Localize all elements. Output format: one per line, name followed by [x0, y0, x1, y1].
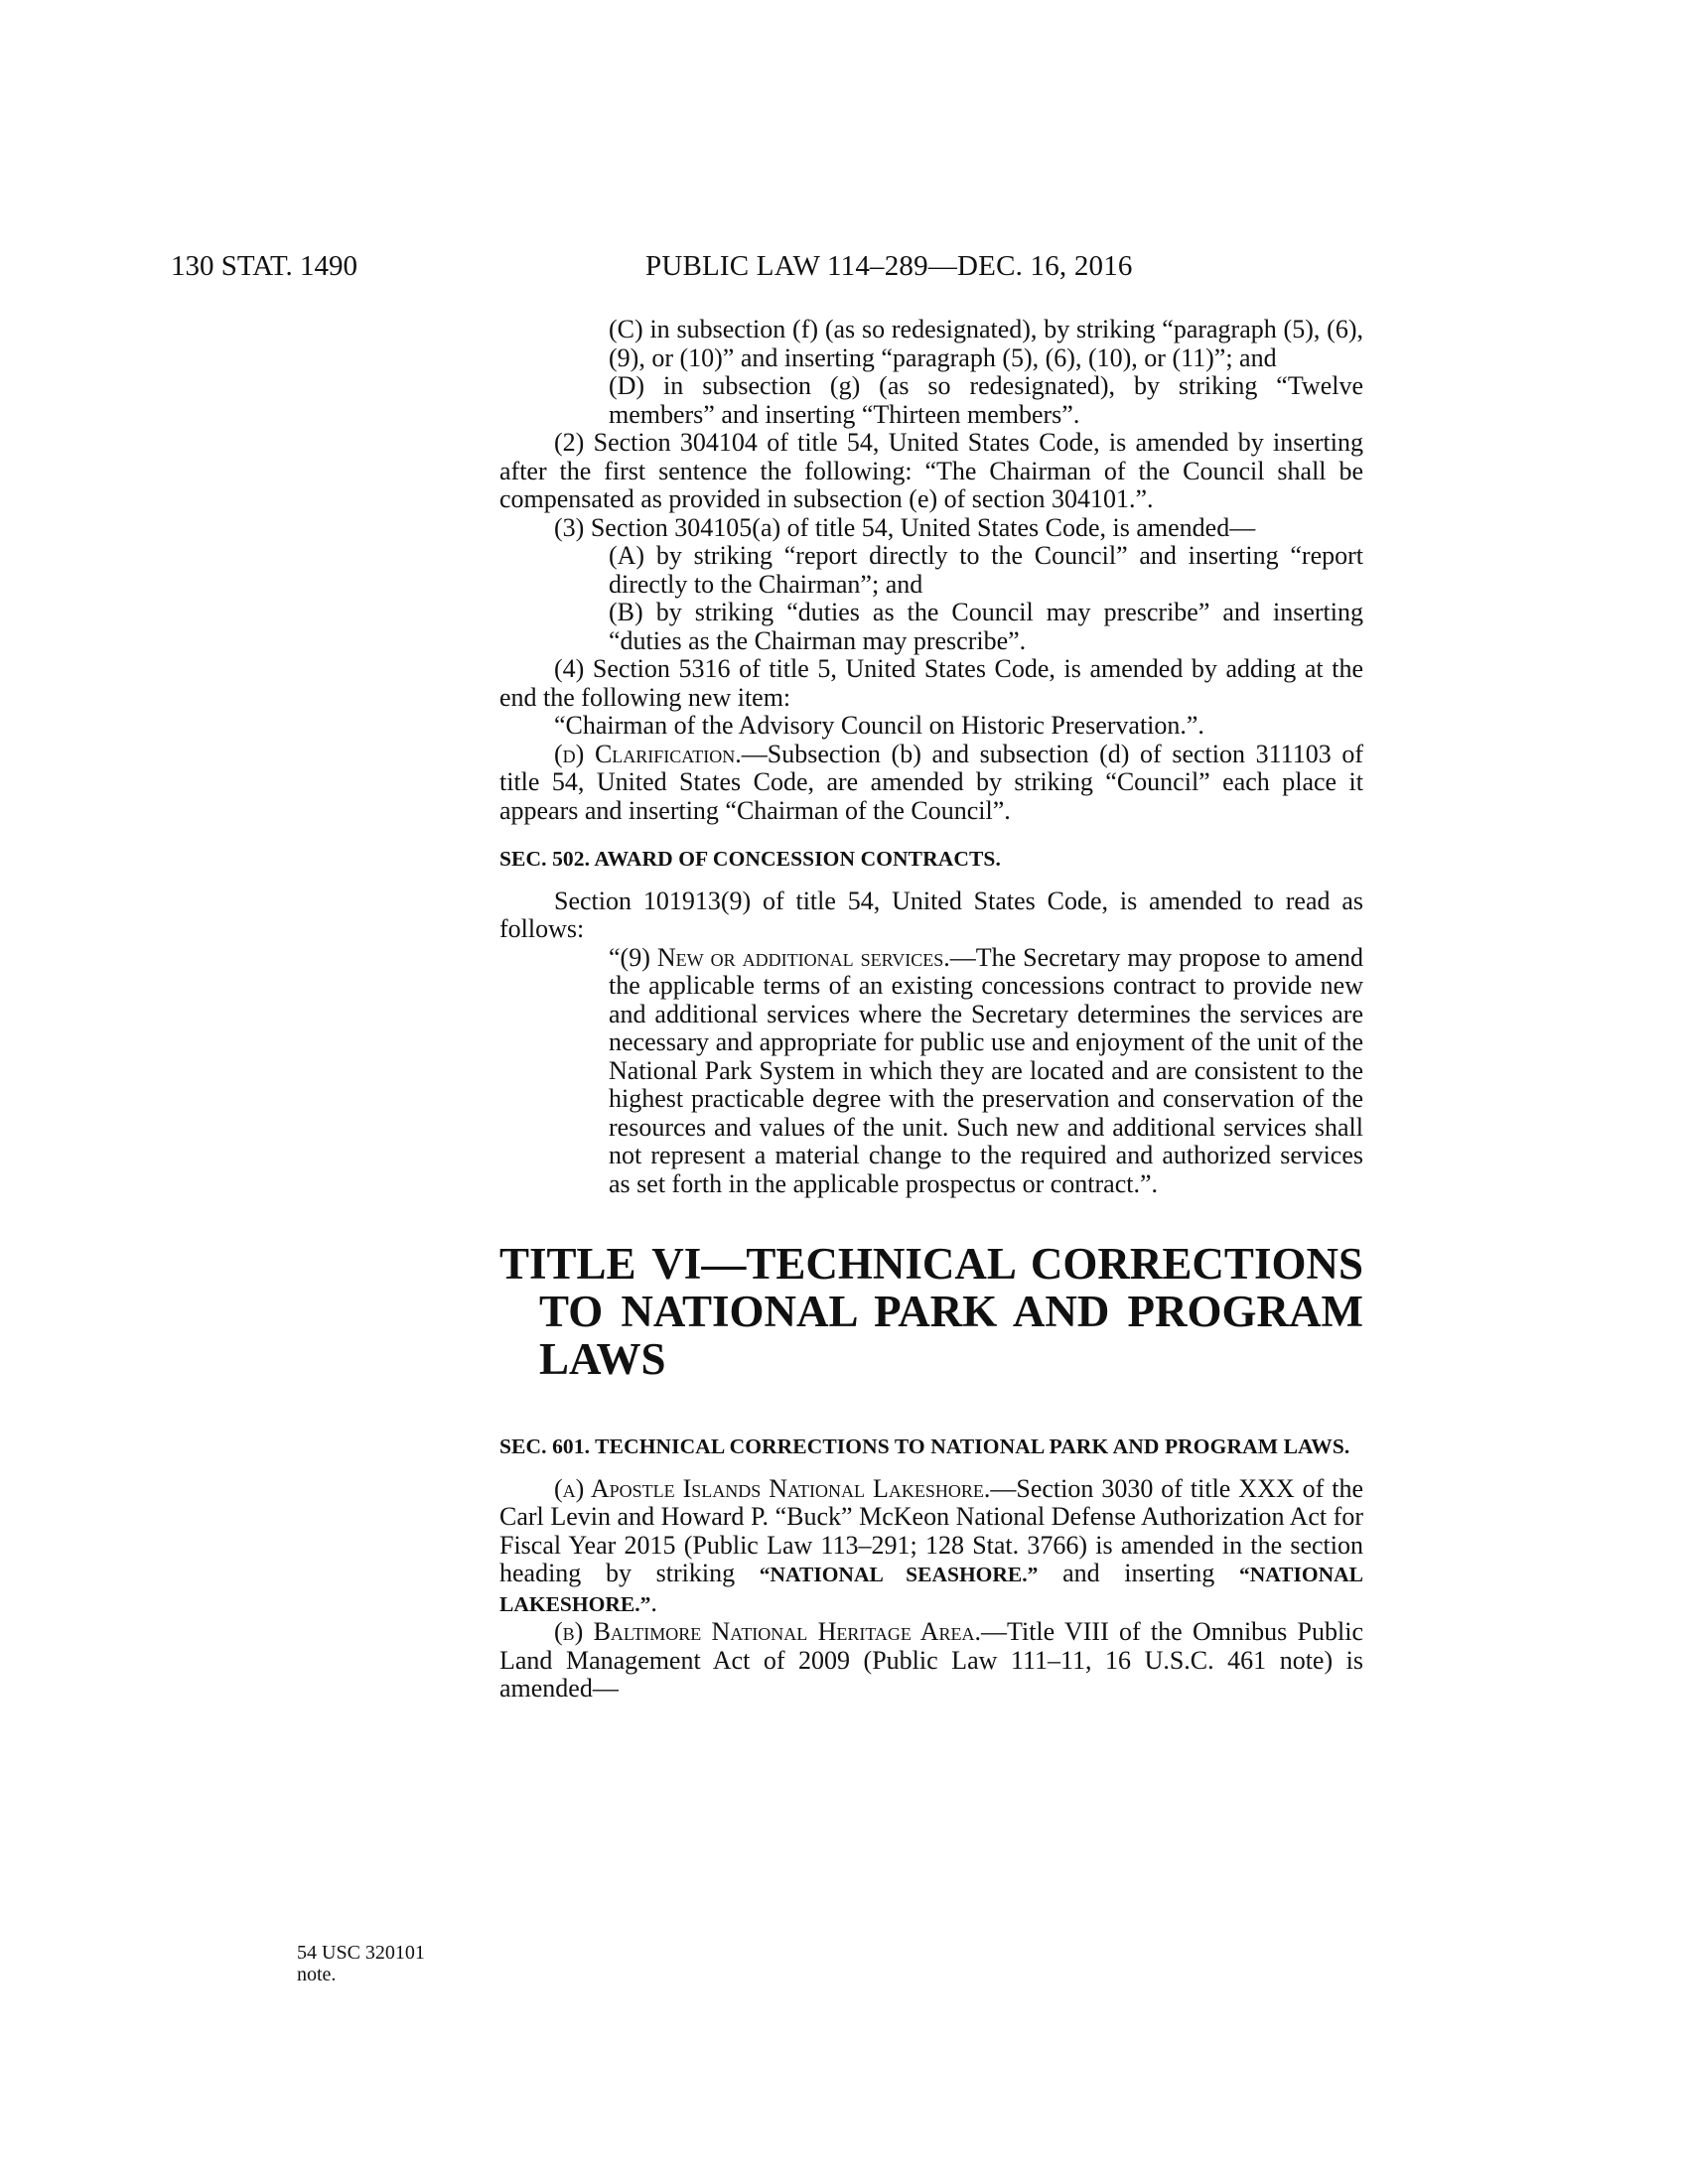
sec-502-quote-label: “(9) New or additional services.: [609, 942, 950, 972]
sec-601-a-insert: “NATIONAL LAKESHORE.”: [499, 1563, 1363, 1616]
margin-note-line2: note.: [297, 1964, 337, 1985]
running-header: PUBLIC LAW 114–289—DEC. 16, 2016: [645, 250, 1133, 282]
sec-502-quote: [499, 944, 1363, 1199]
sec-502-quote-text: —The Secretary may propose to amend the applicable terms of an existing concessions contract to provide new and additional services where the Secretary determines the services are necessary and appropriate for public use and enjoyment of the unit of the National Park System in which they are located and are consistent to the highest practicable degree with the preservation and conservation of the resources and values of the unit. Such new and additional services shall not represent a material change to the required and authorized services as set forth in the applicable prospectus or contract.”.: [609, 942, 1363, 1198]
body-text: [499, 316, 1363, 1704]
sec-601-a-text: —Section 3030 of title XXX of the Carl Levin and Howard P. “Buck” McKeon National Defense Authorization Act for Fiscal Year 2015 (Public Law 113–291; 128 Stat. 3766) is amended in the section heading by striking: [499, 1473, 1363, 1587]
sec-601-a-and: and inserting: [1038, 1559, 1239, 1587]
paragraph-3b: (B) by striking “duties as the Council may prescribe” and inserting “duties as the Chairman may prescribe”.: [609, 598, 1363, 655]
sec-502-intro: Section 101913(9) of title 54, United States Code, is amended to read as follows:: [499, 886, 1363, 943]
paragraph-clarification: [499, 741, 1363, 826]
title-vi-heading: TITLE VI—TECHNICAL CORRECTIONS TO NATIONAL PARK AND PROGRAM LAWS: [499, 1239, 1363, 1384]
sec-601-a: [499, 1475, 1363, 1619]
sec-601-b-label: (b) Baltimore National Heritage Area.: [554, 1617, 981, 1646]
margin-note-line1: 54 USC 320101: [297, 1942, 425, 1964]
sec-601-b-text: —Title VIII of the Omnibus Public Land Management Act of 2009 (Public Law 111–11, 16 U.S.C. 461 note) is amended—: [499, 1617, 1364, 1703]
sec-601-a-strike: “NATIONAL SEASHORE.”: [759, 1563, 1039, 1586]
paragraph-4: (4) Section 5316 of title 5, United States Code, is amended by adding at the end the following new item:: [499, 654, 1363, 712]
page-stat-number: 130 STAT. 1490: [171, 250, 358, 282]
margin-note: [297, 1942, 425, 1985]
sec-601-heading: SEC. 601. TECHNICAL CORRECTIONS TO NATIONAL PARK AND PROGRAM LAWS.: [499, 1434, 1350, 1458]
sec-601-b: [499, 1618, 1363, 1704]
sec-502-heading: SEC. 502. AWARD OF CONCESSION CONTRACTS.: [499, 847, 1001, 871]
sec-601-a-end: .: [650, 1587, 657, 1617]
clarification-text: —Subsection (b) and subsection (d) of section 311103 of title 54, United States Code, are amended by striking “Council” each place it appears and inserting “Chairman of the Council”.: [499, 739, 1363, 825]
paragraph-3a: (A) by striking “report directly to the Council” and inserting “report directly to the Chairman”; and: [609, 541, 1363, 599]
clarification-label: (d) Clarification.: [554, 739, 742, 768]
paragraph-3: (3) Section 304105(a) of title 54, United States Code, is amended—: [554, 512, 1256, 542]
paragraph-c: (C) in subsection (f) (as so redesignated), by striking “paragraph (5), (6), (9), or (10)” and inserting “paragraph (5), (6), (10), or (11)”; and: [609, 315, 1363, 372]
sec-601-a-label: (a) Apostle Islands National Lakeshore.: [554, 1473, 991, 1503]
paragraph-d: (D) in subsection (g) (as so redesignated), by striking “Twelve members” and inserting “Thirteen members”.: [609, 371, 1363, 429]
paragraph-4-quote: “Chairman of the Advisory Council on Historic Preservation.”.: [554, 711, 1204, 740]
paragraph-2: (2) Section 304104 of title 54, United States Code, is amended by inserting after the first sentence the following: “The Chairman of the Council shall be compensated as provided in subsection (e) of section 304101.”.: [499, 428, 1363, 513]
